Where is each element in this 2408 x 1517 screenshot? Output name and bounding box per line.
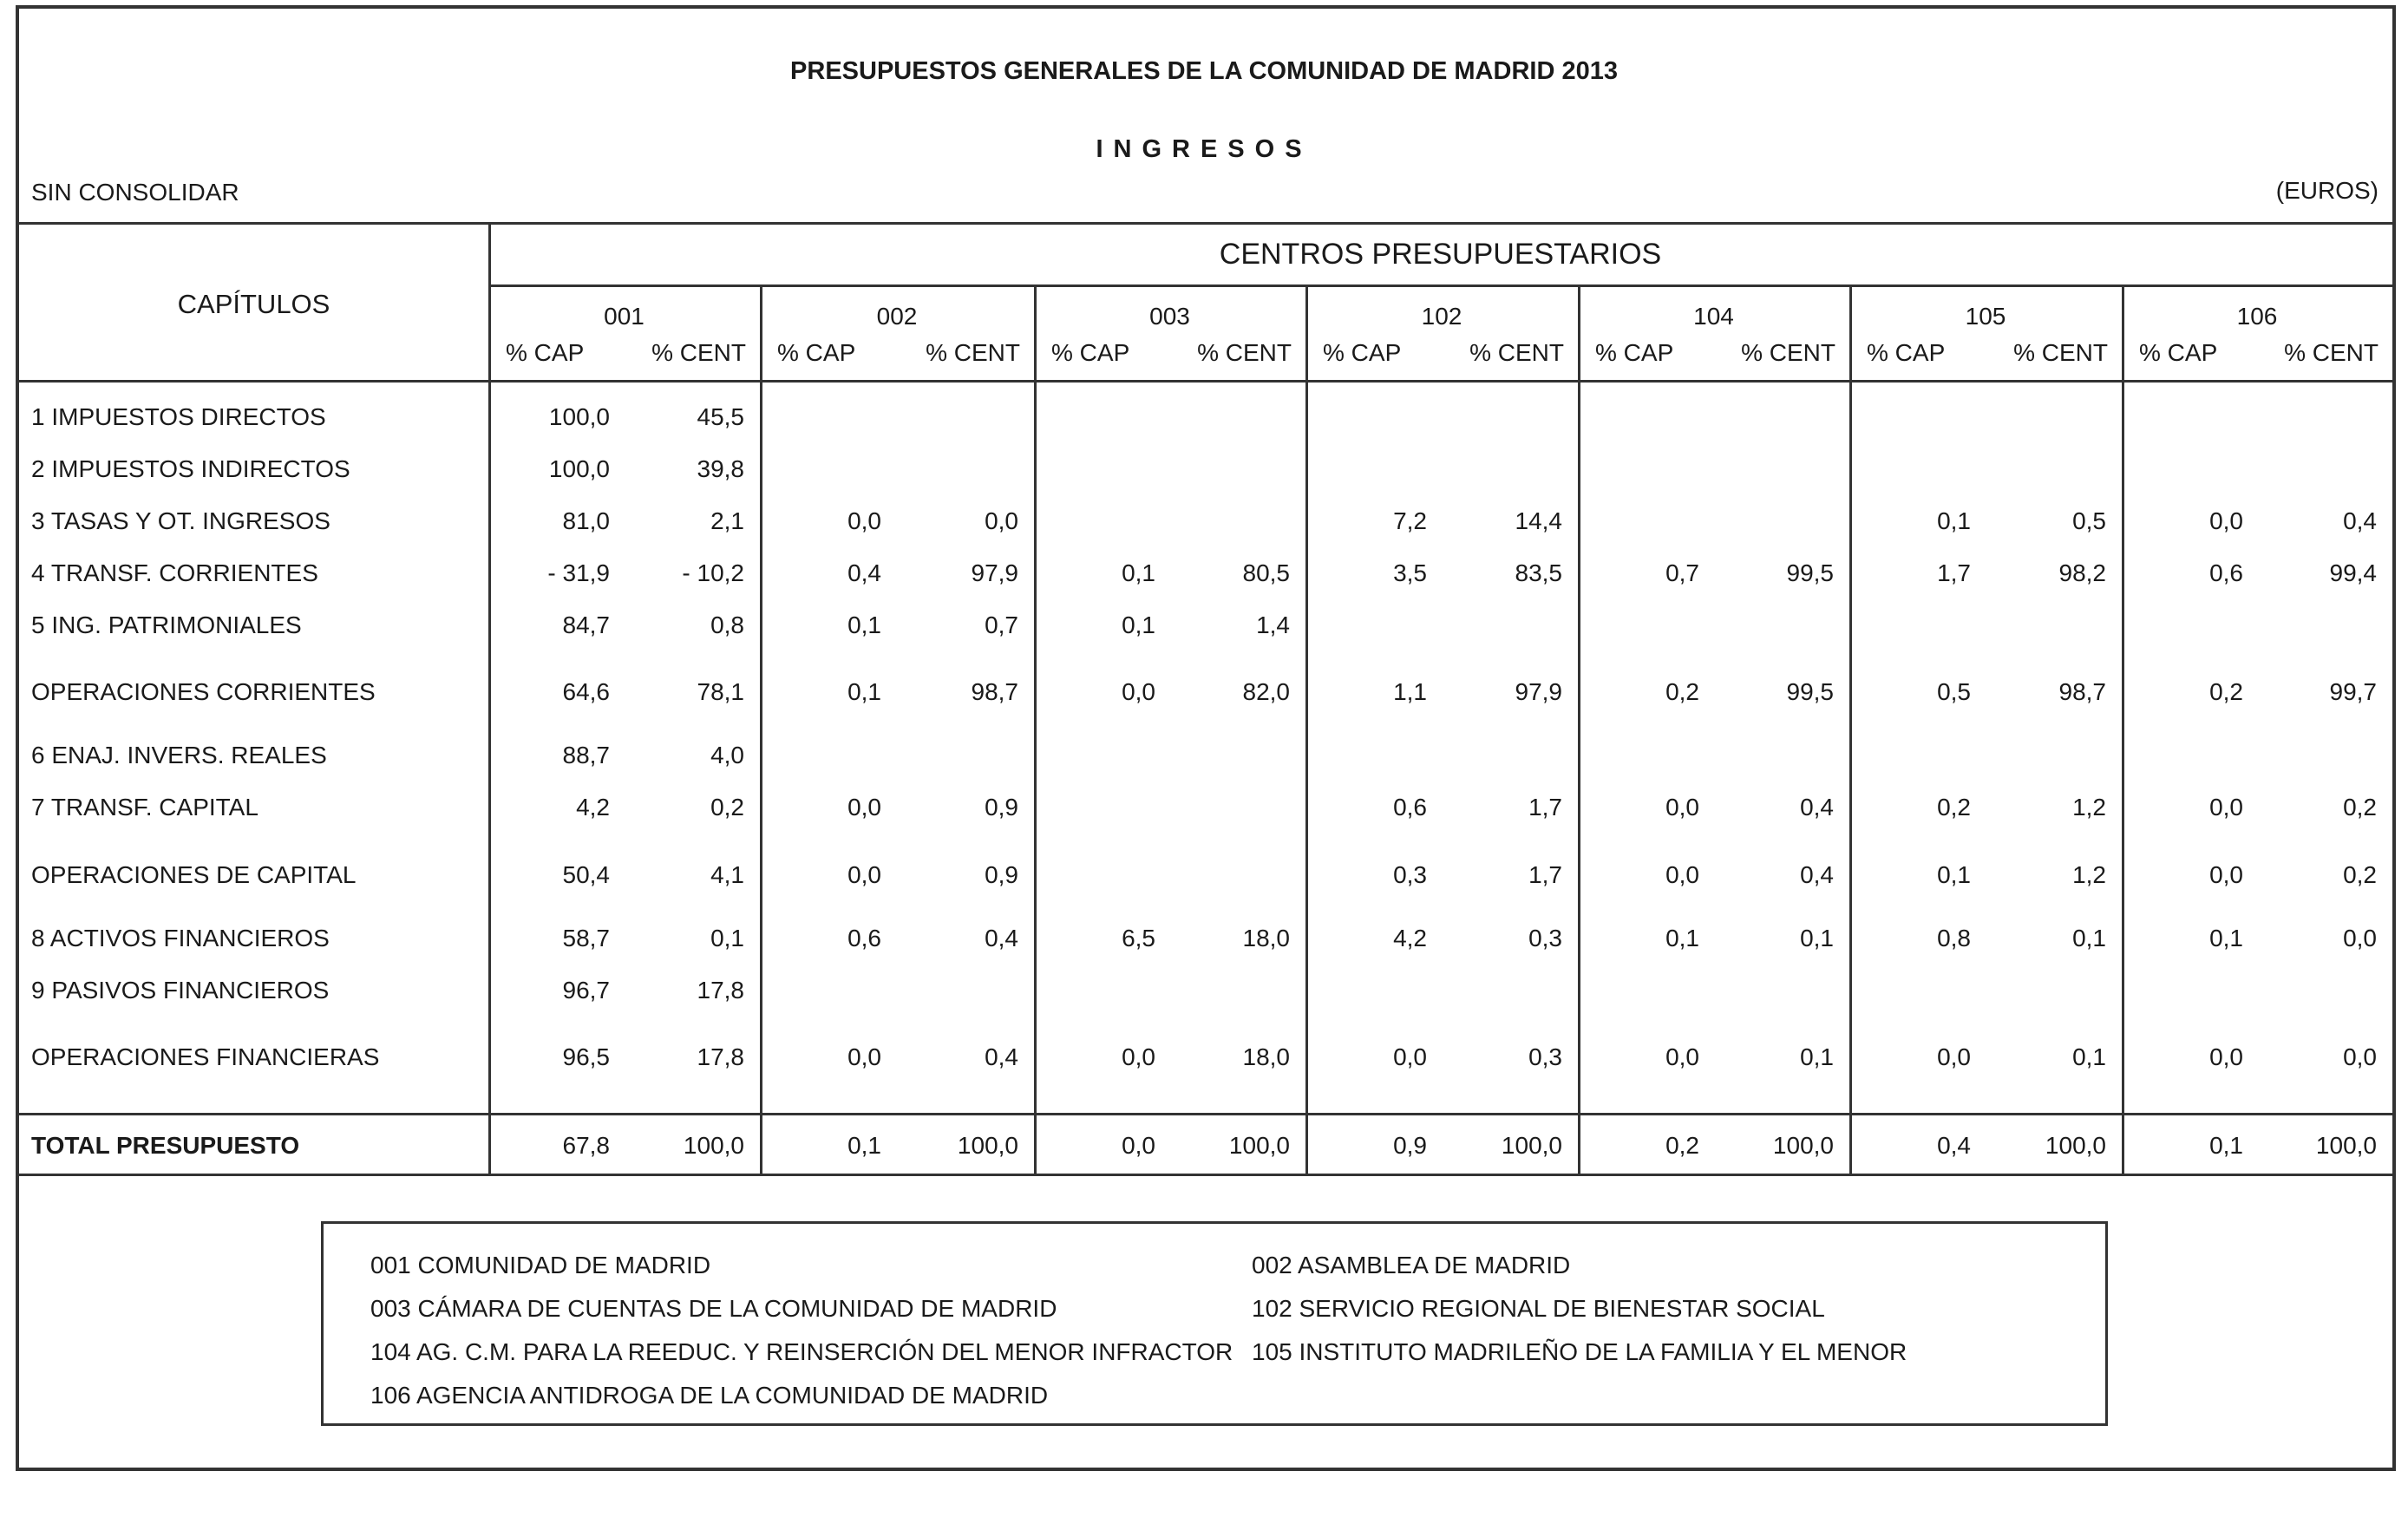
- sub-header-cent-104: % CENT: [1741, 339, 1835, 366]
- row-11-value: 0,0: [847, 1043, 881, 1070]
- total-value: 100,0: [2045, 1132, 2106, 1159]
- row-2-value: 81,0: [562, 507, 610, 534]
- row-11-value: 0,0: [1393, 1043, 1427, 1070]
- legend-item: 003 CÁMARA DE CUENTAS DE LA COMUNIDAD DE MADRID: [370, 1295, 1057, 1322]
- row-9-value: 0,0: [2343, 925, 2377, 951]
- row-2-label: 3 TASAS Y OT. INGRESOS: [31, 507, 330, 534]
- legend-item: 002 ASAMBLEA DE MADRID: [1252, 1252, 1571, 1278]
- row-5-value: 98,7: [2058, 678, 2106, 705]
- legend-item: 106 AGENCIA ANTIDROGA DE LA COMUNIDAD DE MADRID: [370, 1382, 1049, 1409]
- row-0-value: 45,5: [697, 403, 744, 430]
- row-1-value: 39,8: [697, 455, 744, 482]
- row-6-value: 4,0: [710, 742, 744, 768]
- row-5-value: 0,5: [1937, 678, 1971, 705]
- row-2-value: 0,4: [2343, 507, 2377, 534]
- row-8-value: 0,3: [1393, 861, 1427, 888]
- row-3-value: 1,7: [1937, 559, 1971, 586]
- row-9-value: 0,4: [985, 925, 1018, 951]
- total-bottom-rule: [19, 1174, 2392, 1176]
- row-4-label: 5 ING. PATRIMONIALES: [31, 611, 302, 638]
- row-2-value: 2,1: [710, 507, 744, 534]
- total-value: 100,0: [683, 1132, 744, 1159]
- total-value: 100,0: [2315, 1132, 2377, 1159]
- row-5-value: 99,5: [1786, 678, 1834, 705]
- row-3-value: 0,6: [2209, 559, 2243, 586]
- row-4-value: 1,4: [1256, 611, 1290, 638]
- group-header: CENTROS PRESUPUESTARIOS: [1219, 238, 1662, 271]
- total-value: 0,0: [1122, 1132, 1155, 1159]
- center-separator-3: [1305, 284, 1308, 1174]
- row-8-value: 0,1: [1937, 861, 1971, 888]
- row-3-value: - 10,2: [682, 559, 744, 586]
- table-top-rule: [19, 222, 2392, 225]
- row-3-value: 0,4: [847, 559, 881, 586]
- row-3-value: 99,5: [1786, 559, 1834, 586]
- row-8-value: 0,0: [1665, 861, 1699, 888]
- row-3-value: 0,1: [1122, 559, 1155, 586]
- row-9-value: 6,5: [1122, 925, 1155, 951]
- center-code-105: 105: [1965, 303, 2006, 330]
- center-code-104: 104: [1693, 303, 1734, 330]
- row-5-value: 64,6: [562, 678, 610, 705]
- center-separator-4: [1578, 284, 1580, 1174]
- row-7-value: 0,2: [710, 794, 744, 821]
- row-2-value: 0,1: [1937, 507, 1971, 534]
- row-4-value: 0,8: [710, 611, 744, 638]
- row-7-value: 0,0: [2209, 794, 2243, 821]
- row-8-label: OPERACIONES DE CAPITAL: [31, 861, 357, 888]
- legend-item: 001 COMUNIDAD DE MADRID: [370, 1252, 711, 1278]
- row-7-value: 1,7: [1528, 794, 1562, 821]
- row-5-value: 0,1: [847, 678, 881, 705]
- row-9-label: 8 ACTIVOS FINANCIEROS: [31, 925, 330, 951]
- row-4-value: 0,1: [847, 611, 881, 638]
- row-3-value: 99,4: [2329, 559, 2377, 586]
- row-5-value: 0,2: [2209, 678, 2243, 705]
- row-3-value: 98,2: [2058, 559, 2106, 586]
- row-0-value: 100,0: [548, 403, 610, 430]
- row-7-label: 7 TRANSF. CAPITAL: [31, 794, 258, 821]
- row-2-value: 7,2: [1393, 507, 1427, 534]
- row-11-label: OPERACIONES FINANCIERAS: [31, 1043, 380, 1070]
- column-header-rule: [19, 380, 2392, 383]
- row-9-value: 0,6: [847, 925, 881, 951]
- row-6-label: 6 ENAJ. INVERS. REALES: [31, 742, 327, 768]
- legend-item: 102 SERVICIO REGIONAL DE BIENESTAR SOCIAL: [1252, 1295, 1825, 1322]
- sub-header-cap-002: % CAP: [777, 339, 856, 366]
- center-code-003: 003: [1149, 303, 1190, 330]
- row-11-value: 0,0: [2343, 1043, 2377, 1070]
- row-5-value: 97,9: [1515, 678, 1562, 705]
- row-0-label: 1 IMPUESTOS DIRECTOS: [31, 403, 326, 430]
- center-code-106: 106: [2236, 303, 2278, 330]
- row-11-value: 0,0: [2209, 1043, 2243, 1070]
- row-2-value: 0,0: [2209, 507, 2243, 534]
- sub-header-cent-001: % CENT: [651, 339, 746, 366]
- row-3-value: 0,7: [1665, 559, 1699, 586]
- row-3-label: 4 TRANSF. CORRIENTES: [31, 559, 318, 586]
- row-9-value: 0,1: [1665, 925, 1699, 951]
- row-10-value: 17,8: [697, 977, 744, 1004]
- row-4-value: 0,1: [1122, 611, 1155, 638]
- legend-item: 104 AG. C.M. PARA LA REEDUC. Y REINSERCIÓN DEL MENOR INFRACTOR: [370, 1338, 1233, 1365]
- sub-header-cap-001: % CAP: [506, 339, 585, 366]
- center-code-001: 001: [604, 303, 645, 330]
- row-8-value: 1,2: [2072, 861, 2106, 888]
- row-header-label: CAPÍTULOS: [177, 289, 330, 319]
- total-value: 100,0: [1228, 1132, 1290, 1159]
- row-11-value: 0,1: [1800, 1043, 1834, 1070]
- row-5-label: OPERACIONES CORRIENTES: [31, 678, 376, 705]
- total-label: TOTAL PRESUPUESTO: [31, 1132, 300, 1159]
- row-11-value: 96,5: [562, 1043, 610, 1070]
- row-5-value: 99,7: [2329, 678, 2377, 705]
- row-3-value: 80,5: [1242, 559, 1290, 586]
- row-8-value: 0,2: [2343, 861, 2377, 888]
- page-title: PRESUPUESTOS GENERALES DE LA COMUNIDAD DE MADRID 2013: [790, 57, 1618, 85]
- sub-header-cap-102: % CAP: [1323, 339, 1402, 366]
- total-top-rule: [19, 1113, 2392, 1115]
- sub-header-cent-002: % CENT: [926, 339, 1020, 366]
- row-5-value: 0,2: [1665, 678, 1699, 705]
- row-9-value: 0,3: [1528, 925, 1562, 951]
- row-7-value: 0,4: [1800, 794, 1834, 821]
- sub-header-cap-104: % CAP: [1595, 339, 1674, 366]
- row-8-value: 0,4: [1800, 861, 1834, 888]
- row-1-label: 2 IMPUESTOS INDIRECTOS: [31, 455, 350, 482]
- sub-header-cent-003: % CENT: [1197, 339, 1292, 366]
- row-5-value: 98,7: [971, 678, 1018, 705]
- row-8-value: 0,0: [847, 861, 881, 888]
- row-8-value: 1,7: [1528, 861, 1562, 888]
- row-5-value: 78,1: [697, 678, 744, 705]
- row-3-value: - 31,9: [547, 559, 610, 586]
- row-2-value: 0,0: [847, 507, 881, 534]
- row-11-value: 0,3: [1528, 1043, 1562, 1070]
- row-7-value: 1,2: [2072, 794, 2106, 821]
- row-9-value: 0,1: [2209, 925, 2243, 951]
- sub-header-cent-102: % CENT: [1469, 339, 1564, 366]
- sub-header-cap-105: % CAP: [1867, 339, 1946, 366]
- total-value: 0,1: [847, 1132, 881, 1159]
- row-5-value: 82,0: [1242, 678, 1290, 705]
- row-11-value: 0,4: [985, 1043, 1018, 1070]
- center-separator-6: [2122, 284, 2124, 1174]
- total-value: 67,8: [562, 1132, 610, 1159]
- total-value: 0,1: [2209, 1132, 2243, 1159]
- center-separator-1: [760, 284, 762, 1174]
- center-separator-2: [1034, 284, 1037, 1174]
- row-9-value: 4,2: [1393, 925, 1427, 951]
- total-value: 100,0: [1501, 1132, 1562, 1159]
- row-9-value: 18,0: [1242, 925, 1290, 951]
- row-2-value: 0,0: [985, 507, 1018, 534]
- center-code-102: 102: [1421, 303, 1462, 330]
- row-7-value: 0,2: [1937, 794, 1971, 821]
- row-7-value: 0,2: [2343, 794, 2377, 821]
- row-9-value: 0,1: [710, 925, 744, 951]
- row-7-value: 4,2: [576, 794, 610, 821]
- row-8-value: 0,0: [2209, 861, 2243, 888]
- row-10-label: 9 PASIVOS FINANCIEROS: [31, 977, 330, 1004]
- total-value: 0,9: [1393, 1132, 1427, 1159]
- row-11-value: 0,0: [1665, 1043, 1699, 1070]
- row-7-value: 0,9: [985, 794, 1018, 821]
- sub-header-cap-003: % CAP: [1051, 339, 1130, 366]
- center-code-002: 002: [876, 303, 918, 330]
- row-9-value: 0,1: [1800, 925, 1834, 951]
- legend-item: 105 INSTITUTO MADRILEÑO DE LA FAMILIA Y EL MENOR: [1252, 1338, 1907, 1365]
- row-9-value: 0,8: [1937, 925, 1971, 951]
- row-3-value: 3,5: [1393, 559, 1427, 586]
- page-subtitle: INGRESOS: [1096, 135, 1312, 163]
- row-8-value: 4,1: [710, 861, 744, 888]
- row-2-value: 0,5: [2072, 507, 2106, 534]
- row-2-value: 14,4: [1515, 507, 1562, 534]
- row-5-value: 1,1: [1393, 678, 1427, 705]
- row-3-value: 97,9: [971, 559, 1018, 586]
- row-11-value: 17,8: [697, 1043, 744, 1070]
- total-value: 100,0: [1772, 1132, 1834, 1159]
- total-value: 100,0: [957, 1132, 1018, 1159]
- row-7-value: 0,6: [1393, 794, 1427, 821]
- row-7-value: 0,0: [847, 794, 881, 821]
- consolidation-note: SIN CONSOLIDAR: [31, 179, 239, 206]
- currency-note: (EUROS): [2275, 177, 2379, 204]
- sub-header-cap-106: % CAP: [2139, 339, 2218, 366]
- legend-box: [321, 1221, 2108, 1426]
- sub-header-cent-105: % CENT: [2013, 339, 2108, 366]
- row-5-value: 0,0: [1122, 678, 1155, 705]
- row-11-value: 18,0: [1242, 1043, 1290, 1070]
- row-4-value: 84,7: [562, 611, 610, 638]
- row-8-value: 50,4: [562, 861, 610, 888]
- row-9-value: 58,7: [562, 925, 610, 951]
- row-10-value: 96,7: [562, 977, 610, 1004]
- row-9-value: 0,1: [2072, 925, 2106, 951]
- row-11-value: 0,0: [1122, 1043, 1155, 1070]
- row-1-value: 100,0: [548, 455, 610, 482]
- total-value: 0,4: [1937, 1132, 1971, 1159]
- center-separator-5: [1849, 284, 1852, 1174]
- total-value: 0,2: [1665, 1132, 1699, 1159]
- row-4-value: 0,7: [985, 611, 1018, 638]
- row-11-value: 0,0: [1937, 1043, 1971, 1070]
- row-8-value: 0,9: [985, 861, 1018, 888]
- sub-header-cent-106: % CENT: [2284, 339, 2379, 366]
- row-3-value: 83,5: [1515, 559, 1562, 586]
- row-7-value: 0,0: [1665, 794, 1699, 821]
- row-11-value: 0,1: [2072, 1043, 2106, 1070]
- row-6-value: 88,7: [562, 742, 610, 768]
- group-header-rule: [488, 284, 2392, 287]
